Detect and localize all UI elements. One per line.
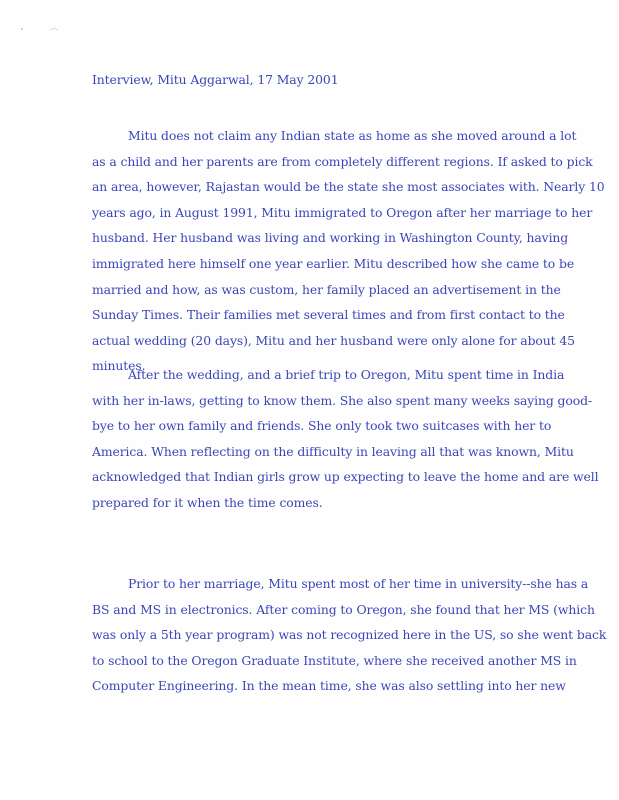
text-line: acknowledged that Indian girls grow up expecting to leave the home and are well: [92, 469, 599, 485]
text-line: husband. Her husband was living and working in Washington County, having: [92, 230, 569, 246]
text-line: After the wedding, and a brief trip to Oregon, Mitu spent time in India: [128, 367, 565, 382]
paragraph-background: [92, 123, 605, 379]
paragraph-after-wedding: [92, 362, 599, 516]
text-line: America. When reflecting on the difficulty in leaving all that was known, Mitu: [92, 443, 574, 459]
text-line: to school to the Oregon Graduate Institute, where she received another MS in: [92, 652, 577, 668]
text-line: was only a 5th year program) was not recognized here in the US, so she went back: [92, 627, 607, 643]
text-line: married and how, as was custom, her family placed an advertisement in the: [92, 281, 561, 297]
text-line: Mitu does not claim any Indian state as home as she moved around a lot: [128, 128, 577, 143]
text-line: with her in-laws, getting to know them. She also spent many weeks saying good-: [92, 392, 593, 408]
text-line: Computer Engineering. In the mean time, she was also settling into her new: [92, 678, 566, 694]
text-line: years ago, in August 1991, Mitu immigrated to Oregon after her marriage to her: [92, 204, 593, 220]
text-line: an area, however, Rajastan would be the state she most associates with. Nearly 10: [92, 179, 605, 195]
scan-specks: [20, 26, 60, 34]
text-line: prepared for it when the time comes.: [92, 494, 323, 510]
paragraph-education: [92, 571, 606, 699]
text-line: bye to her own family and friends. She only took two suitcases with her to: [92, 418, 552, 434]
text-line: Sunday Times. Their families met several times and from first contact to the: [92, 307, 565, 323]
text-line: BS and MS in electronics. After coming to Oregon, she found that her MS (which: [92, 601, 595, 617]
text-line: as a child and her parents are from completely different regions. If asked to pick: [92, 153, 593, 169]
interview-heading: Interview, Mitu Aggarwal, 17 May 2001: [92, 72, 339, 87]
text-line: immigrated here himself one year earlier. Mitu described how she came to be: [92, 255, 575, 271]
text-line: actual wedding (20 days), Mitu and her husband were only alone for about 45: [92, 332, 575, 348]
text-line: Prior to her marriage, Mitu spent most of her time in university--she has a: [128, 576, 589, 591]
text-line: minutes.: [92, 358, 146, 374]
